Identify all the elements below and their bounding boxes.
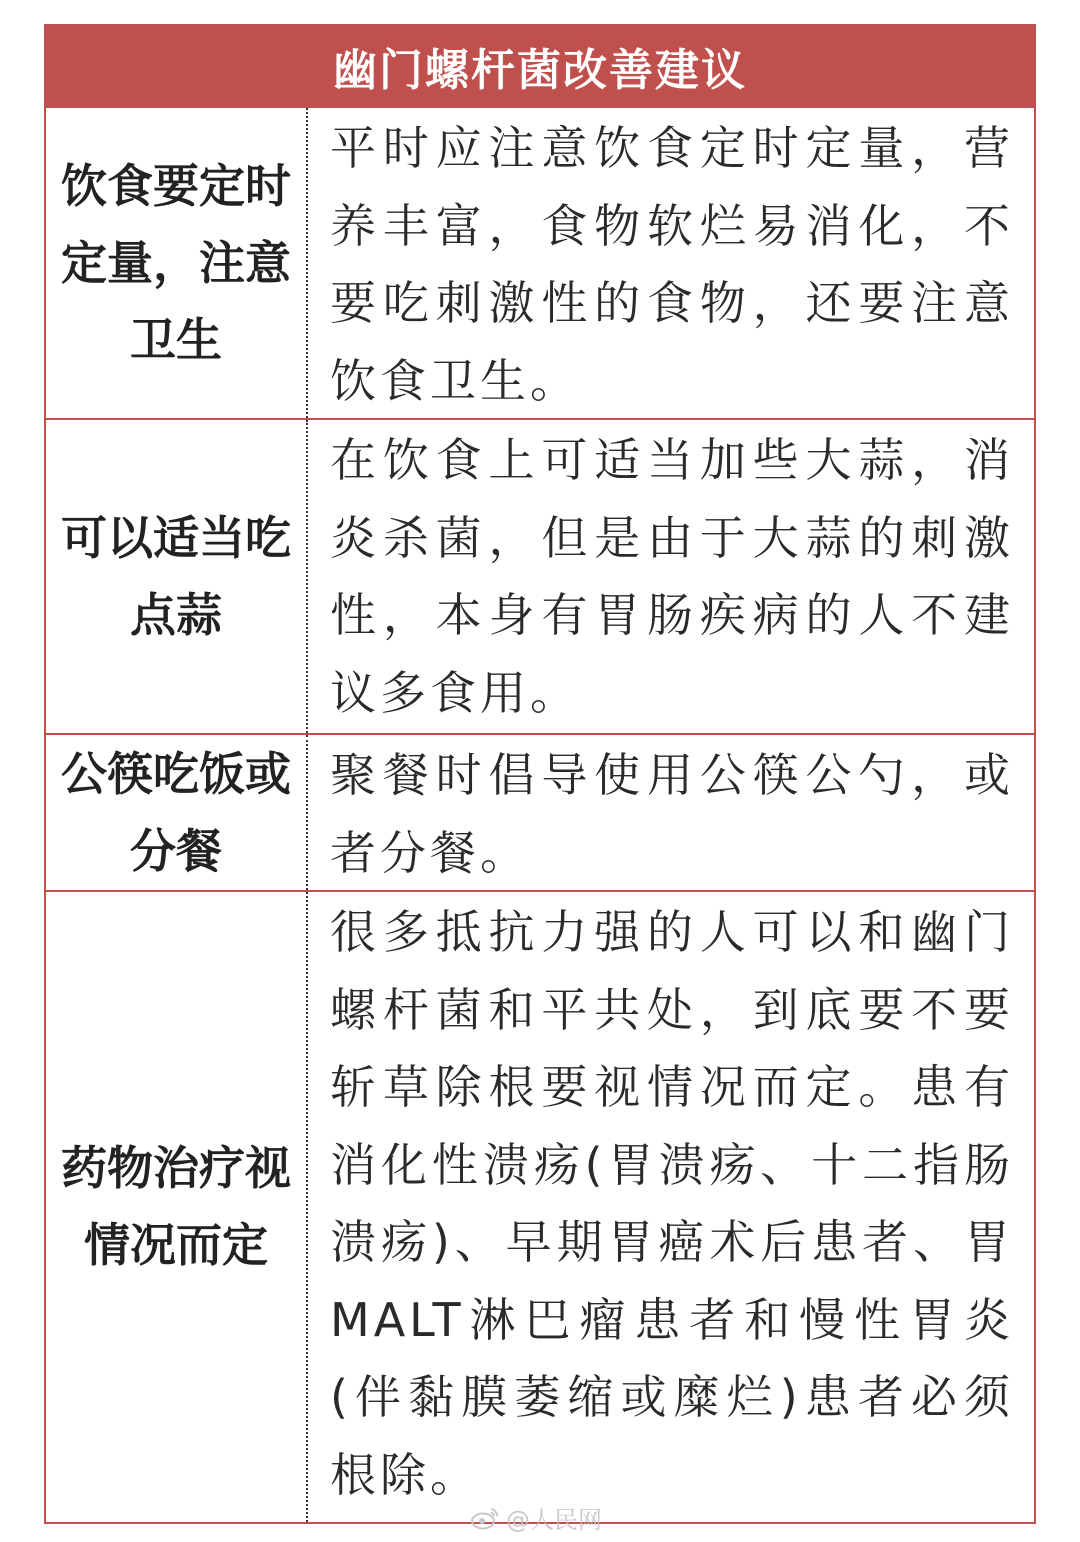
row-label-diet: 饮食要定时定量，注意卫生: [46, 108, 308, 418]
row-content-garlic: 在饮食上可适当加些大蒜，消炎杀菌，但是由于大蒜的刺激性，本身有胃肠疾病的人不建议多食用。: [330, 433, 1014, 720]
weibo-icon: [470, 1506, 500, 1530]
table-row: [46, 733, 1034, 890]
watermark-text: @人民网: [506, 1506, 602, 1534]
row-content-chopsticks: 聚餐时倡导使用公筷公勺，或者分餐。: [330, 748, 1014, 880]
watermark: [470, 1500, 602, 1535]
row-label-chopsticks: 公筷吃饭或分餐: [46, 735, 308, 890]
table-row: [46, 418, 1034, 733]
table-row: [46, 890, 1034, 1522]
row-content-diet: 平时应注意饮食定时定量，营养丰富，食物软烂易消化，不要吃刺激性的食物，还要注意饮食卫生。: [330, 121, 1014, 408]
row-content-medication: 很多抵抗力强的人可以和幽门螺杆菌和平共处，到底要不要斩草除根要视情况而定。患有消化性溃疡(胃溃疡、十二指肠溃疡)、早期胃癌术后患者、胃MALT淋巴瘤患者和慢性胃炎(伴黏膜萎缩或糜烂)患者必须根除。: [330, 905, 1014, 1502]
row-label-medication: 药物治疗视情况而定: [46, 892, 308, 1522]
table-title: 幽门螺杆菌改善建议: [46, 26, 1034, 106]
row-label-garlic: 可以适当吃点蒜: [46, 420, 308, 733]
advice-table: [44, 24, 1036, 1524]
table-row: [46, 106, 1034, 418]
